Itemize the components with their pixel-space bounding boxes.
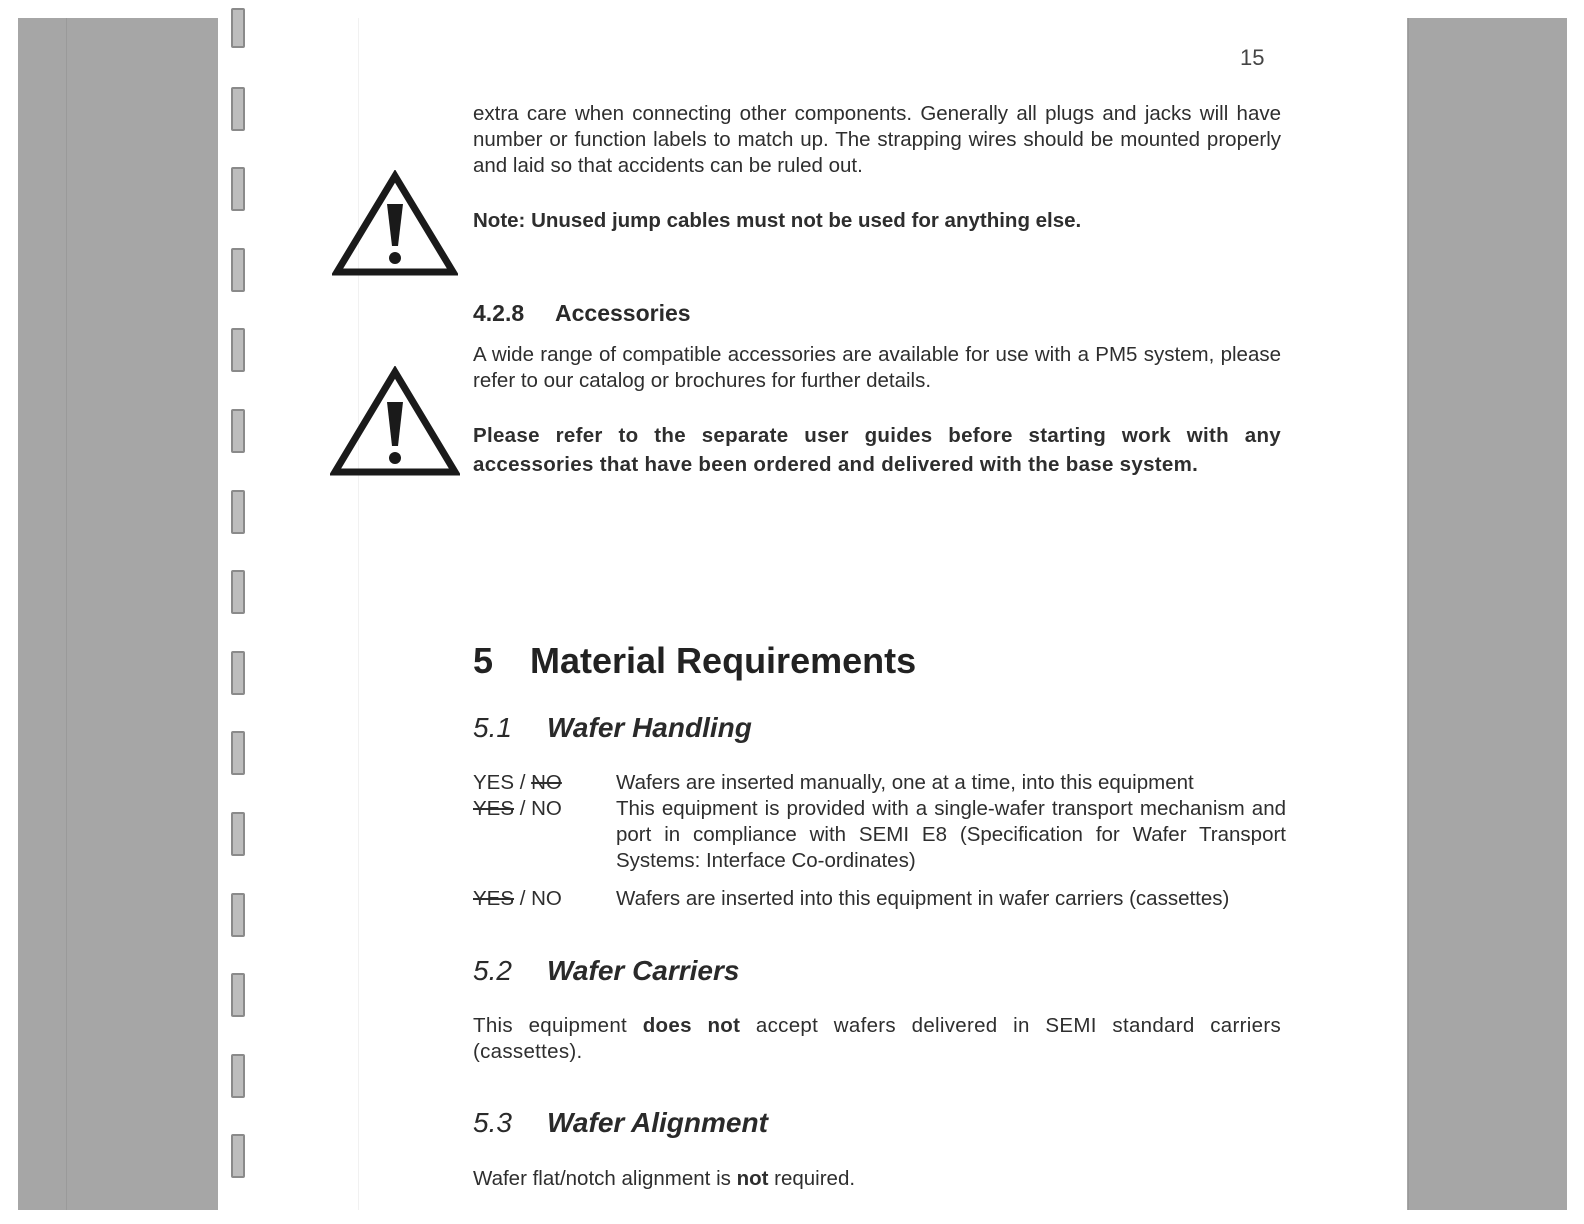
chapter-number: 5 [473,640,494,681]
section-heading-wafer-carriers [473,955,739,987]
emphasis: not [736,1167,769,1190]
text: Wafer flat/notch alignment is [473,1167,737,1190]
emphasis: does not [642,1014,741,1037]
chapter-title: Material Requirements [530,640,917,681]
section-number: 4.2.8 [473,300,525,326]
binding-hole [231,731,245,775]
binding-hole [231,8,245,48]
item-description: This equipment is provided with a single-wafer transport mechanism and port in compliance with SEMI E8 (Specification for Wafer Transport Systems: Interface Co-ordinates) [616,797,1286,872]
section-title: Wafer Carriers [547,955,740,986]
binding-hole [231,87,245,131]
binding-hole [231,973,245,1017]
section-title: Wafer Alignment [547,1107,768,1138]
yes-option-struck: YES [473,797,515,820]
accessories-warning: Please refer to the separate user guides before starting work with any accessories that have been ordered and delivered with the base system. [473,424,1281,476]
binding-hole [231,328,245,372]
section-heading-accessories [473,300,691,327]
wafer-carriers-paragraph [473,1013,1287,1065]
binding-hole [231,167,245,211]
binding-hole [231,409,245,453]
yes-no-choice [473,886,603,912]
wafer-alignment-paragraph [473,1166,1281,1192]
separator: / [514,887,532,910]
binding-hole [231,651,245,695]
warning-triangle-icon [332,170,458,283]
left-gray-margin [18,18,218,1210]
yes-option-struck: YES [473,887,515,910]
right-gray-margin [1407,18,1567,1210]
item-description: Wafers are inserted into this equipment in wafer carriers (cassettes) [616,887,1230,910]
text: This equipment [473,1014,643,1037]
section-title: Accessories [555,300,691,326]
chapter-heading [473,640,916,682]
no-option: NO [531,797,562,820]
binding-hole [231,570,245,614]
item-description: Wafers are inserted manually, one at a time, into this equipment [616,771,1194,794]
binding-hole [231,1134,245,1178]
section-heading-wafer-alignment [473,1107,768,1139]
text: accept wafers delivered in SEMI standard carriers (cassettes). [473,1014,1287,1063]
yes-no-choice [473,770,603,796]
section-title: Wafer Handling [547,712,752,743]
note-unused-cables: Note: Unused jump cables must not be used for anything else. [473,209,1082,232]
section-number: 5.3 [473,1107,512,1138]
section-number: 5.2 [473,955,512,986]
section-number: 5.1 [473,712,512,743]
binding-hole [231,490,245,534]
separator: / [514,797,532,820]
separator: / [514,771,532,794]
binding-hole [231,248,245,292]
accessories-paragraph: A wide range of compatible accessories are available for use with a PM5 system, please refer to our catalog or brochures for further details. [473,343,1281,392]
binding-hole [231,893,245,937]
no-option: NO [531,887,562,910]
yes-option: YES [473,771,515,794]
section-heading-wafer-handling [473,712,752,744]
warning-triangle-icon [330,366,460,483]
no-option-struck: NO [531,771,562,794]
intro-paragraph: extra care when connecting other components. Generally all plugs and jacks will have number or function labels to match up. The strapping wires should be mounted properly and laid so that accidents can be ruled out. [473,102,1281,177]
text: required. [768,1167,856,1190]
page-number: 15 [1240,45,1265,70]
yes-no-choice [473,796,603,822]
binding-hole [231,1054,245,1098]
binding-hole [231,812,245,856]
